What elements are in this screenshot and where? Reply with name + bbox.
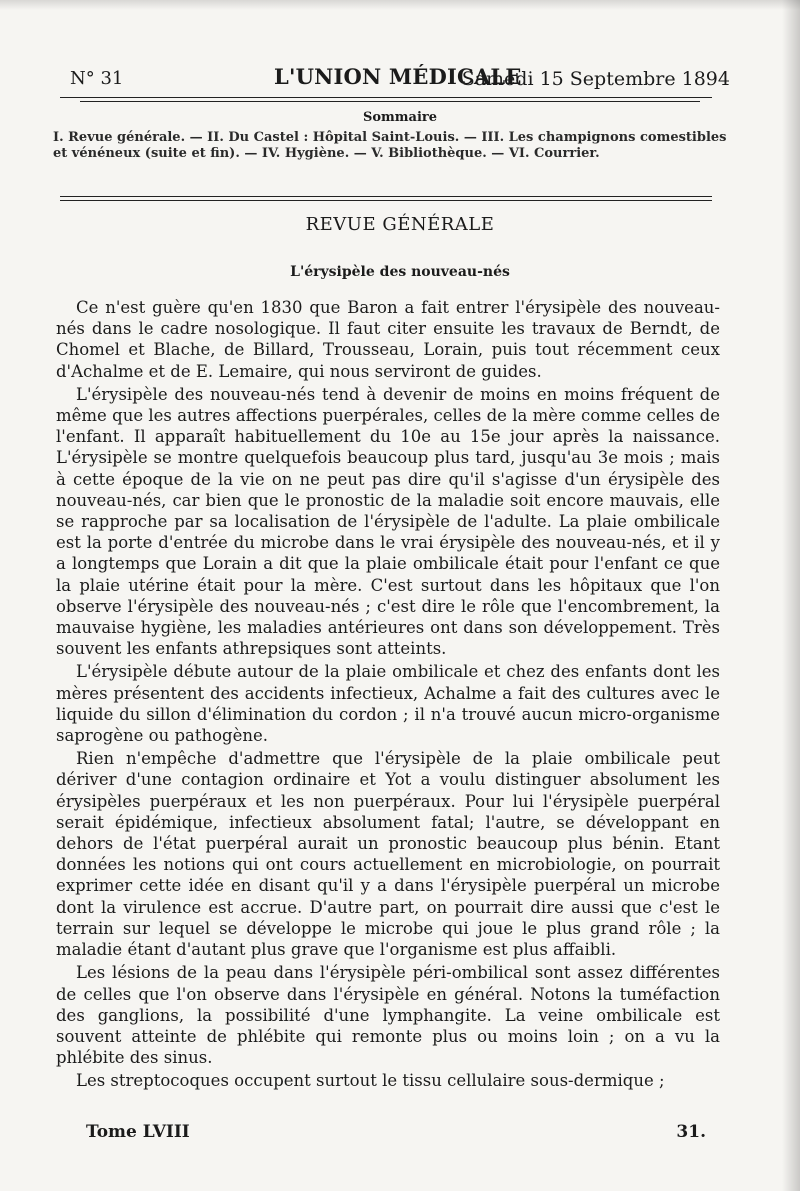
issue-date: Samedi 15 Septembre 1894 xyxy=(461,68,730,90)
paragraph: Rien n'empêche d'admettre que l'érysipèle de la plaie ombilicale peut dériver d'une contagion ordinaire et Yot a voulu distinguer absolument les érysipèles puerpéraux et les non puerpéraux. Pour lui l'érysipèle puerpéral serait épidémique, infectieux absolument fatal; l'autre, se développant en dehors de l'état puerpéral aurait un pronostic beaucoup plus bénin. Etant données les notions qui ont cours actuellement en microbiologie, on pourrait exprimer cette idée en disant qu'il y a dans l'érysipèle puerpéral un microbe dont la virulence est accrue. D'autre part, on pourrait dire aussi que c'est le terrain sur lequel se développe le microbe qui joue le plus grand rôle ; la maladie étant d'autant plus grave que l'organisme est plus affaibli. xyxy=(56,749,720,960)
sommaire-rule xyxy=(60,196,712,197)
masthead xyxy=(62,62,730,96)
section-heading: REVUE GÉNÉRALE xyxy=(305,214,495,235)
sommaire-title: Sommaire xyxy=(362,110,438,125)
paragraph: Ce n'est guère qu'en 1830 que Baron a fait entrer l'érysipèle des nouveau-nés dans le cadre nosologique. Il faut citer ensuite les travaux de Berndt, de Chomel et Blache, de Billard, Trousseau, Lorain, puis tout récemment ceux d'Achalme et de E. Lemaire, qui nous serviront de guides. xyxy=(56,298,720,381)
paragraph: L'érysipèle débute autour de la plaie ombilicale et chez des enfants dont les mères présentent des accidents infectieux, Achalme a fait des cultures avec le liquide du sillon d'élimination du cordon ; il n'a trouvé aucun micro-organisme saprogène ou pathogène. xyxy=(56,662,720,746)
volume-label: Tome LVIII xyxy=(86,1122,190,1142)
article-title: L'érysipèle des nouveau-nés xyxy=(290,264,510,280)
issue-number: N° 31 xyxy=(70,68,124,89)
journal-title: L'UNION MÉDICALE xyxy=(274,64,522,89)
scan-edge-shadow xyxy=(782,0,800,1191)
paragraph: Les lésions de la peau dans l'érysipèle péri-ombilical sont assez différentes de celles que l'on observe dans l'érysipèle en général. Notons la tuméfaction des ganglions, la possibilité d'une lymphangite. La veine ombilicale est souvent atteinte de phlébite qui remonte plus ou moins loin ; on a vu la phlébite des sinus. xyxy=(56,963,720,1068)
scan-top-shadow xyxy=(0,0,800,10)
sommaire-text: I. Revue générale. — II. Du Castel : Hôpital Saint-Louis. — III. Les champignons comestibles et vénéneux (suite et fin). — IV. Hygiène. — V. Bibliothèque. — VI. Courrier. xyxy=(53,130,727,161)
folio-number: 31. xyxy=(676,1122,706,1142)
sommaire-rule-thin xyxy=(60,200,712,201)
paragraph: L'érysipèle des nouveau-nés tend à devenir de moins en moins fréquent de même que les autres affections puerpérales, celles de la mère comme celles de l'enfant. Il apparaît habituellement du 10e au 15e jour après la naissance. L'érysipèle se montre quelquefois beaucoup plus tard, jusqu'au 3e mois ; mais à cette époque de la vie on ne peut pas dire qu'il s'agisse d'un érysipèle des nouveau-nés, car bien que le pronostic de la maladie soit encore mauvais, elle se rapproche par sa localisation de l'érysipèle de l'adulte. La plaie ombilicale est la porte d'entrée du microbe dans le vrai érysipèle des nouveau-nés, et il y a longtemps que Lorain a dit que la plaie ombilicale était pour l'enfant ce que la plaie utérine était pour la mère. C'est surtout dans les hôpitaux que l'on observe l'érysipèle des nouveau-nés ; c'est dire le rôle que l'encombrement, la mauvaise hygiène, les maladies antérieures ont dans son développement. Très souvent les enfants athrepsiques sont atteints. xyxy=(56,384,720,659)
header-rule xyxy=(60,97,712,98)
header-rule-thin xyxy=(80,101,700,102)
paragraph: Les streptocoques occupent surtout le tissu cellulaire sous-dermique ; xyxy=(76,1071,665,1091)
page-footer xyxy=(86,1122,706,1146)
article-body xyxy=(56,297,720,1094)
